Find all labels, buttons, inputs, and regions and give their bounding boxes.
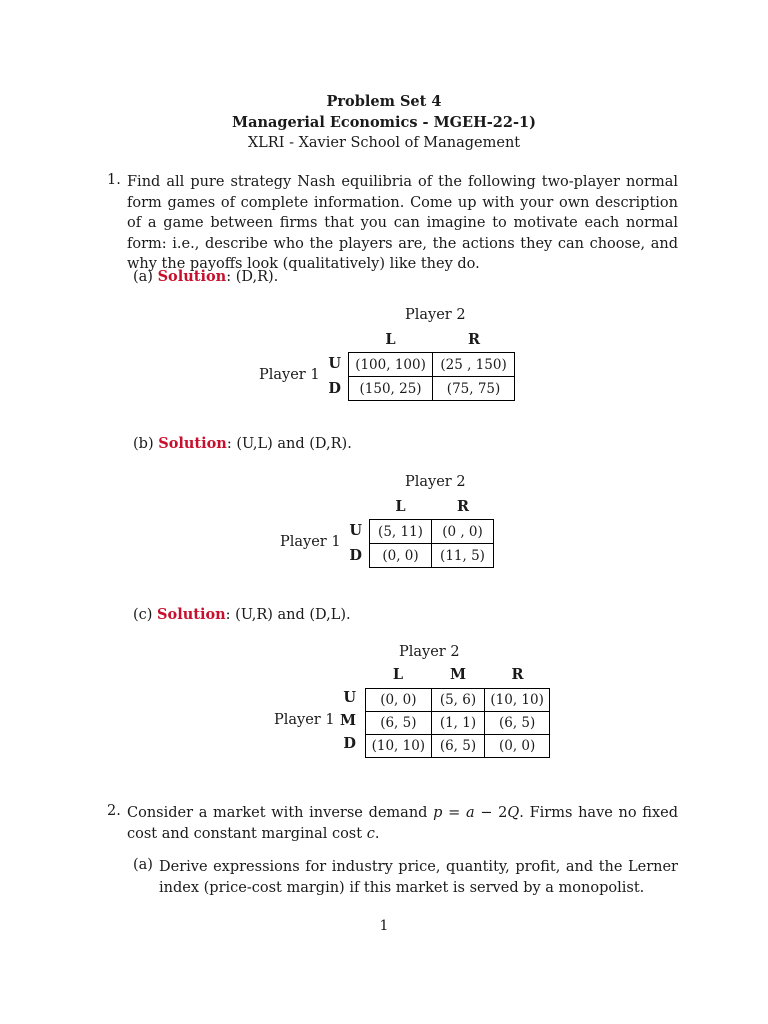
game-a-col-label: L — [385, 331, 396, 348]
math-var-q: Q — [507, 805, 520, 821]
question-2a-text: Derive expressions for industry price, quantity, profit, and the Lerner index (price-cost margin) if this market is served by a monopolist. — [159, 859, 678, 896]
game-b-col-label: R — [456, 498, 470, 515]
game-a-row-label: D — [328, 380, 341, 397]
payoff-cell: (6, 5) — [431, 735, 485, 758]
payoff-cell: (5, 11) — [370, 520, 432, 544]
payoff-cell: (0, 0) — [370, 544, 432, 568]
page-number: 1 — [379, 918, 389, 934]
part-b-label: (b) — [133, 436, 154, 452]
part-b-solution-label: Solution — [158, 435, 227, 452]
game-b-row-label: U — [349, 522, 362, 539]
payoff-cell: (150, 25) — [349, 377, 433, 401]
game-c-player-2: Player 2 — [399, 644, 460, 660]
payoff-cell: (0, 0) — [485, 735, 550, 758]
payoff-cell: (6, 5) — [485, 712, 550, 735]
payoff-cell: (75, 75) — [433, 377, 515, 401]
payoff-cell: (0 , 0) — [432, 520, 494, 544]
game-c-row-label: U — [343, 689, 356, 706]
part-b-line — [133, 434, 352, 455]
payoff-cell: (11, 5) — [432, 544, 494, 568]
q2-text-segment: − 2 — [474, 805, 508, 821]
question-2-number: 2. — [107, 803, 121, 819]
game-b-payoff-matrix — [369, 519, 494, 568]
part-c-solution-text: : (U,R) and (D,L). — [225, 607, 351, 623]
payoff-cell: (5, 6) — [431, 689, 485, 712]
payoff-cell: (25 , 150) — [433, 353, 515, 377]
game-a-player-1: Player 1 — [259, 367, 320, 383]
payoff-cell: (0, 0) — [366, 689, 432, 712]
q2-text-segment: . — [374, 825, 380, 842]
payoff-cell: (1, 1) — [431, 712, 485, 735]
part-a-solution-text: : (D,R). — [226, 269, 279, 285]
q2-text-segment: Consider a market with inverse demand — [127, 805, 434, 821]
part-b-solution-text: : (U,L) and (D,R). — [226, 436, 352, 452]
course-title: Managerial Economics - MGEH-22-1) — [232, 114, 536, 131]
game-b-col-label: L — [395, 498, 406, 515]
game-c-col-label: L — [392, 666, 404, 683]
q2-text-segment: . Firms have no fixed cost and constant marginal cost — [127, 805, 679, 842]
part-c-label: (c) — [133, 607, 153, 623]
game-c-col-label: R — [511, 666, 524, 683]
game-b-player-2: Player 2 — [405, 474, 466, 490]
question-1-number: 1. — [107, 172, 121, 188]
payoff-cell: (10, 10) — [366, 735, 432, 758]
school-name: XLRI - Xavier School of Management — [247, 135, 521, 151]
game-a-row-label: U — [328, 355, 341, 372]
problem-set-title: Problem Set 4 — [326, 93, 442, 110]
math-var-c: c — [366, 825, 375, 842]
game-b-player-1: Player 1 — [280, 534, 341, 550]
question-2-text — [127, 803, 678, 844]
payoff-cell: (10, 10) — [485, 689, 550, 712]
part-a-solution-label: Solution — [157, 268, 227, 285]
game-b-row-label: D — [349, 547, 362, 564]
part-a-label: (a) — [133, 269, 153, 285]
question-1-text: Find all pure strategy Nash equilibria of the following two-player normal form games of complete information. Come up with your own description of a game between firms that you can imagine to motivate each normal form: i.e., describe who the players are, the actions they can choose, and why the payoffs look (qualitatively) like they do. — [127, 174, 678, 272]
game-c-player-1: Player 1 — [274, 712, 335, 728]
part-c-line — [133, 605, 351, 626]
part-a-line — [133, 267, 278, 288]
math-var-p: p — [433, 805, 443, 821]
math-var-a: a — [465, 805, 475, 821]
payoff-cell: (6, 5) — [366, 712, 432, 735]
game-c-payoff-matrix — [365, 688, 550, 758]
game-a-payoff-matrix — [348, 352, 515, 401]
payoff-cell: (100, 100) — [349, 353, 433, 377]
question-2a-label: (a) — [133, 857, 153, 873]
q2-text-segment: = — [442, 805, 466, 821]
game-c-col-label: M — [449, 666, 467, 683]
part-c-solution-label: Solution — [157, 606, 226, 623]
game-a-player-2: Player 2 — [405, 307, 466, 323]
game-a-col-label: R — [467, 331, 481, 348]
game-c-row-label: D — [343, 735, 356, 752]
game-c-row-label: M — [339, 712, 356, 729]
